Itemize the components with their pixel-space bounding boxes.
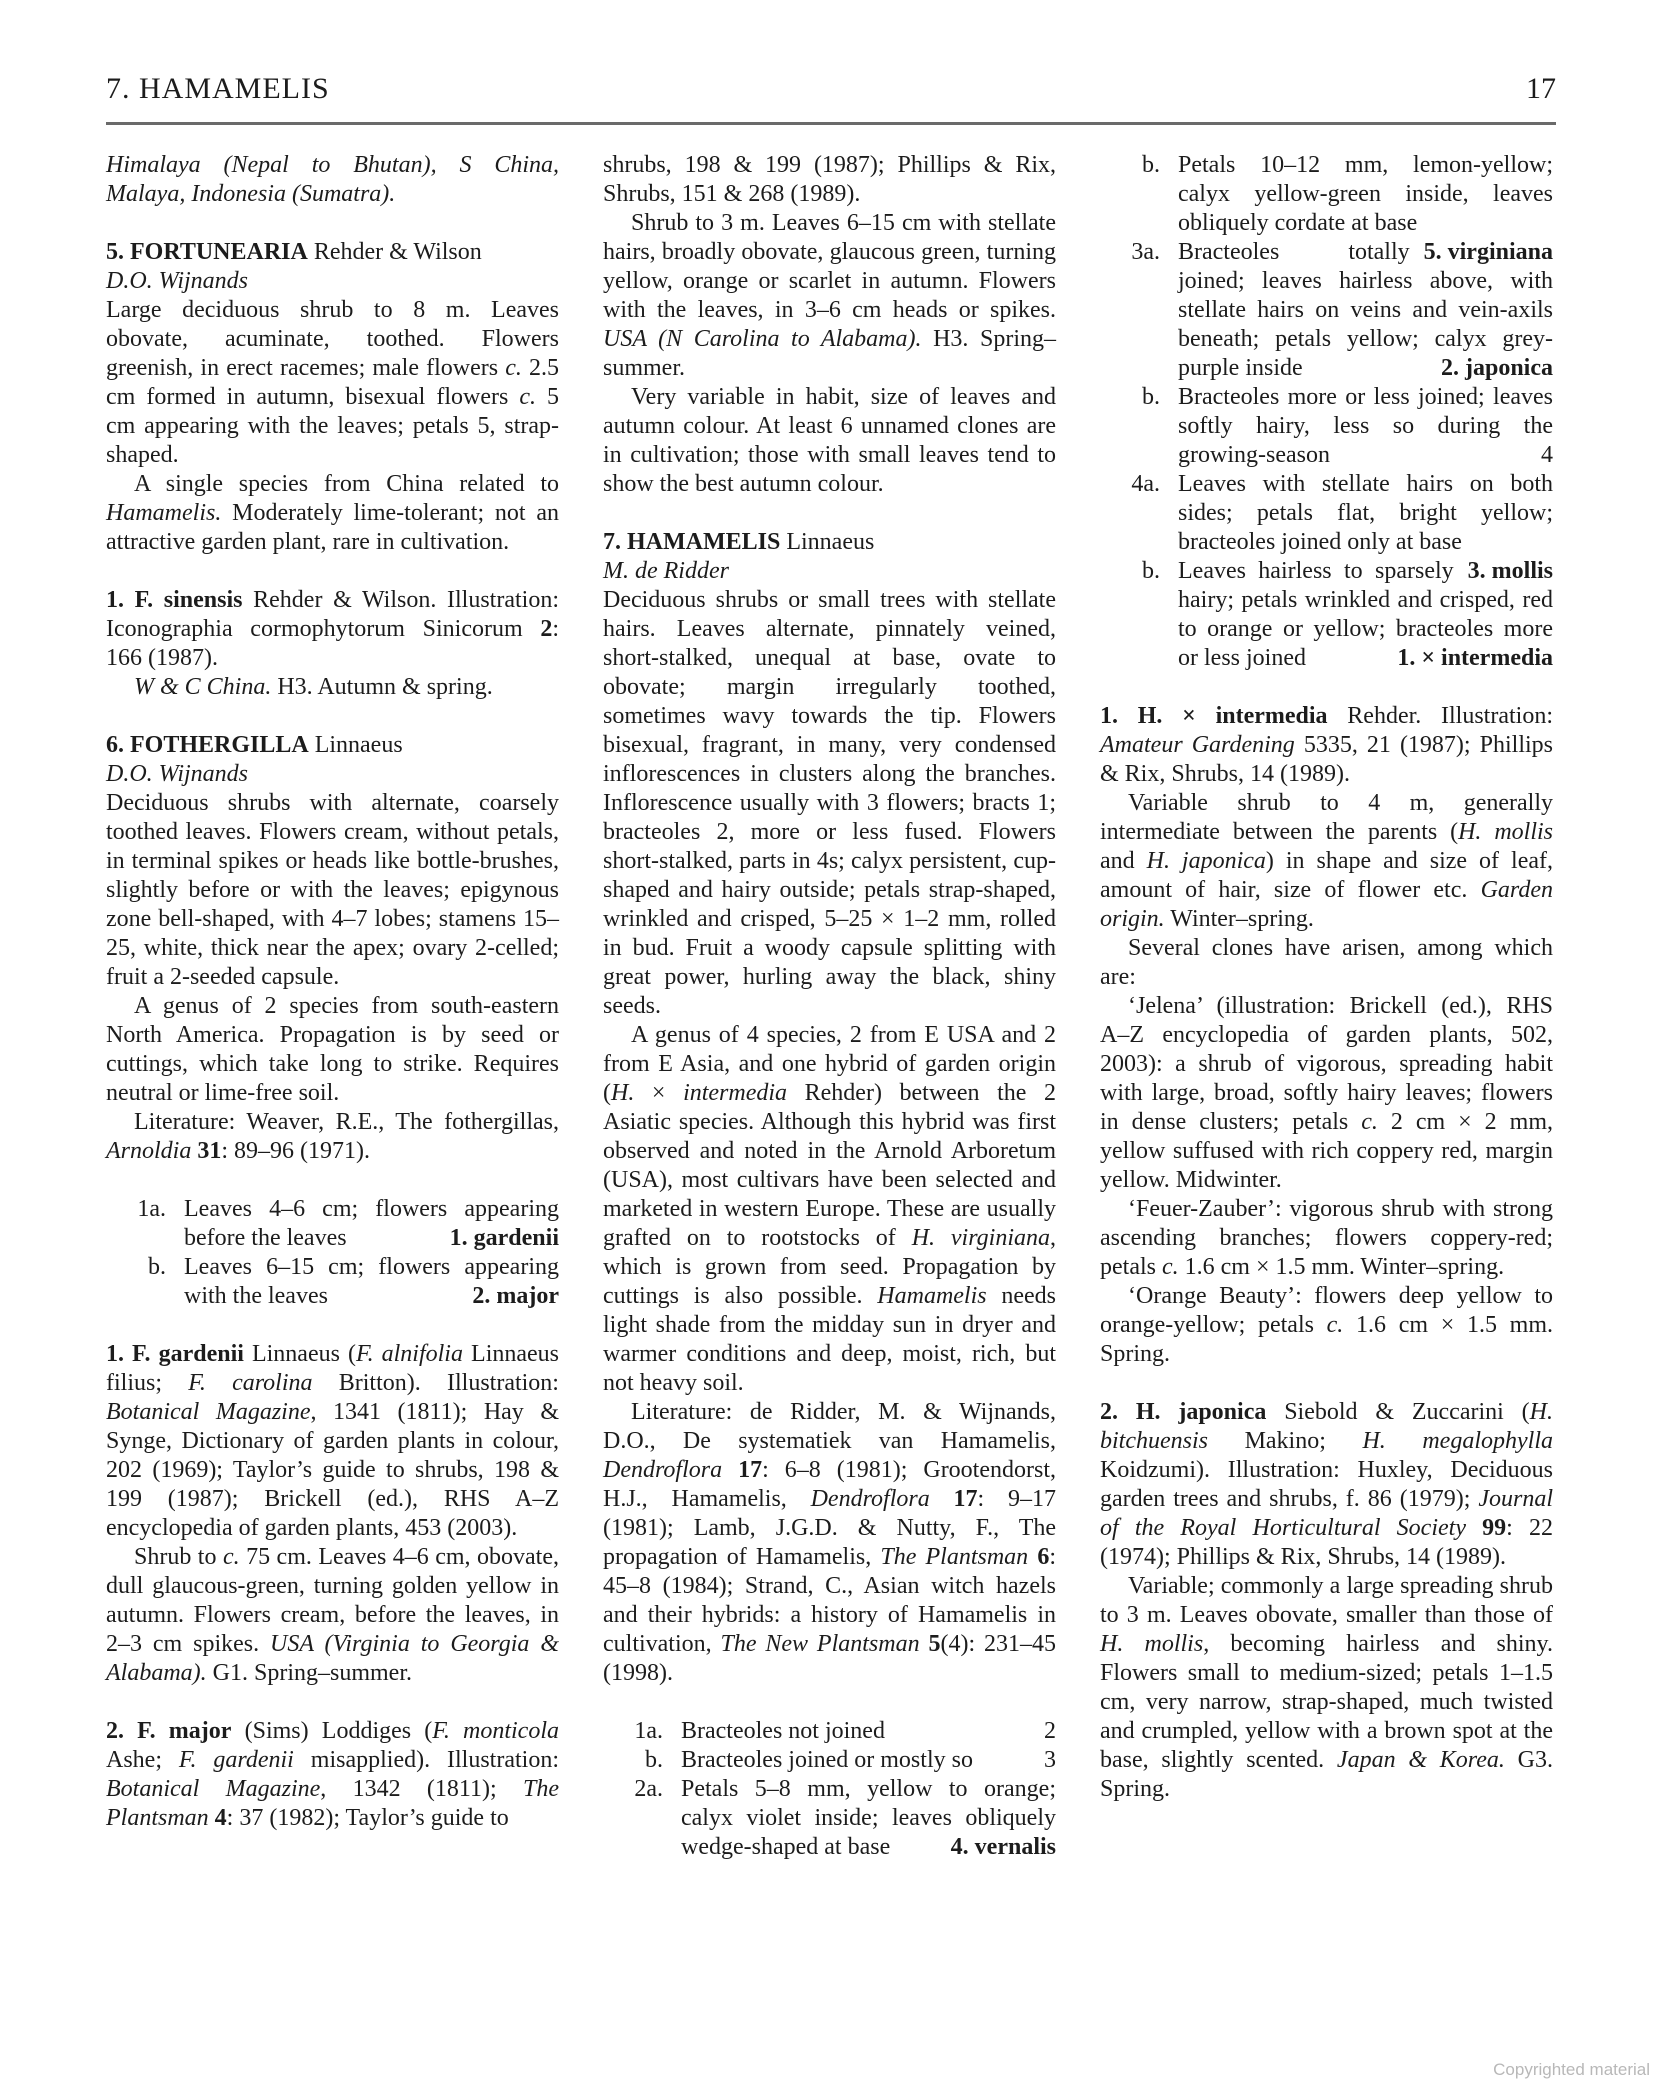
text-run: The Plantsman	[880, 1544, 1038, 1570]
text-run: , 1341 (1811); Hay & Synge, Dictionary of garden plants in colour, 202 (1969); Taylor’s guide to shrubs, 198 & 199 (1987); Brickell (ed.), RHS A–Z encyclopedia of garden plants, 453 (2003).	[106, 1399, 560, 1541]
text-run: 5	[928, 1631, 941, 1657]
key-result: 1. × intermedia	[1397, 645, 1553, 671]
text-run: , which is grown from seed. Propagation by cuttings is also possible.	[603, 1225, 1057, 1309]
paragraph	[106, 267, 559, 296]
key-label: 3a.	[1131, 239, 1160, 265]
text-run: 6	[1037, 1544, 1050, 1570]
text-run: Leaves 4–6 cm; flowers appearing before the leaves	[184, 1196, 559, 1251]
key-result: 5. virginiana	[1423, 239, 1553, 265]
text-run: Himalaya (Nepal to Bhutan), S China, Malaya, Indonesia (Sumatra).	[106, 152, 559, 207]
text-run: Leaves 6–15 cm; flowers appearing with the leaves	[184, 1254, 559, 1309]
paragraph	[1100, 1398, 1553, 1572]
text-run: Linnaeus filius;	[106, 1341, 560, 1396]
text-run: H3. Spring–summer.	[603, 326, 1056, 381]
key-result: 2	[1044, 1718, 1056, 1744]
text-run: Rehder. Illustration:	[1327, 703, 1553, 729]
paragraph	[1100, 789, 1553, 934]
text-run: 1. H. × intermedia	[1100, 703, 1328, 729]
text-run: Dendroflora	[810, 1486, 954, 1512]
text-run: Winter–spring.	[1164, 906, 1314, 932]
key-result: 1. gardenii	[449, 1225, 559, 1251]
key-item	[603, 1717, 1056, 1746]
key-item	[1100, 557, 1553, 673]
text-run: c.	[505, 355, 522, 381]
text-run: needs light shade from the midday sun in dryer and warmer conditions and deep, moist, rich, but not heavy soil.	[603, 1283, 1056, 1396]
text-run: : 45–8 (1984); Strand, C., Asian witch hazels and their hybrids: a history of Hamamelis in cultivation,	[603, 1544, 1056, 1657]
text-run: Bracteoles more or less joined; leaves softly hairy, less so during the growing-season	[1178, 384, 1553, 468]
key-result: 3. mollis	[1467, 558, 1553, 584]
text-run: : 22 (1974); Phillips & Rix, Shrubs, 14 (1989).	[1100, 1515, 1554, 1570]
text-run: Very variable in habit, size of leaves and autumn colour. At least 6 unnamed clones are in cultivation; those with small leaves tend to show the best autumn colour.	[603, 384, 1056, 497]
header-rule	[106, 122, 1556, 125]
text-run: 99	[1482, 1515, 1507, 1541]
text-run: F. alnifolia	[356, 1341, 463, 1367]
text-run: Leaves with stellate hairs on both sides; petals flat, bright yellow; bracteoles joined only at base	[1178, 471, 1553, 555]
text-run: , becoming hairless and shiny. Flowers small to medium-sized; petals 1–1.5 cm, very narrow, strap-shaped, much twisted and crumpled, yellow with a brown spot at the base, slightly scented.	[1100, 1631, 1553, 1773]
text-run: 17	[953, 1486, 978, 1512]
text-run: Shrub to	[134, 1544, 223, 1570]
text-run: Leaves hairless to sparsely hairy; petals wrinkled and crisped, red to orange or yellow; bracteoles more or less joined	[1178, 558, 1553, 671]
key-result: 2. japonica	[1440, 355, 1553, 381]
text-run: The Plantsman	[106, 1776, 560, 1831]
text-run: Rehder & Wilson	[307, 239, 482, 265]
text-run: Literature: de Ridder, M. & Wijnands, D.O., De systematiek van Hamamelis,	[603, 1399, 1056, 1454]
text-run: c.	[1161, 1254, 1179, 1280]
text-run: Koidzumi). Illustration: Huxley, Deciduous garden trees and shrubs, f. 86 (1979);	[1100, 1457, 1553, 1512]
text-run: c.	[1326, 1312, 1344, 1338]
text-run: A single species from China related to	[134, 471, 559, 497]
key-label: 1a.	[634, 1718, 663, 1744]
page-header	[106, 72, 1556, 106]
paragraph	[603, 383, 1056, 499]
text-run: Botanical Magazine	[106, 1776, 321, 1802]
paragraph	[106, 470, 559, 557]
key-label: b.	[1142, 558, 1160, 584]
text-run: Variable shrub to 4 m, generally intermediate between the parents (	[1100, 790, 1553, 845]
text-run: 2. H. japonica	[1100, 1399, 1267, 1425]
text-run: Hamamelis	[877, 1283, 987, 1309]
text-run: H. mollis	[1100, 1631, 1204, 1657]
text-run: Siebold & Zuccarini (	[1266, 1399, 1530, 1425]
paragraph	[1100, 934, 1553, 992]
text-run: : 9–17 (1981); Lamb, J.G.D. & Nutty, F., The propagation of Hamamelis,	[603, 1486, 1056, 1570]
text-run: D.O. Wijnands	[106, 268, 249, 294]
key-item	[106, 1195, 559, 1253]
column-3	[1100, 151, 1553, 1862]
text-run: H.	[611, 1080, 635, 1106]
paragraph	[1100, 1572, 1553, 1804]
text-run: 1. F. gardenii	[106, 1341, 244, 1367]
key-result: 4. vernalis	[950, 1834, 1056, 1860]
text-run: G3. Spring.	[1100, 1747, 1553, 1802]
paragraph	[1100, 1195, 1553, 1282]
key-label: b.	[148, 1254, 166, 1280]
genus-heading	[106, 238, 559, 267]
key-item	[1100, 383, 1553, 470]
key-result: 4	[1541, 442, 1553, 468]
text-run: H. bitchuensis	[1100, 1399, 1553, 1454]
paragraph	[1100, 1282, 1553, 1369]
text-run: Variable; commonly a large spreading shrub to 3 m. Leaves obovate, smaller than those of	[1100, 1573, 1553, 1628]
text-run: : 89–96 (1971).	[221, 1138, 370, 1164]
text-run: Deciduous shrubs with alternate, coarsely toothed leaves. Flowers cream, without petals, in terminal spikes or heads like bottle-brushes, slightly before or with the leaves; epigynous zone bell-shaped, with 4–7 lobes; stamens 15–25, white, thick near the apex; ovary 2-celled; fruit a 2-seeded capsule.	[106, 790, 559, 990]
paragraph	[1100, 702, 1553, 789]
text-run: 1. F. sinensis	[106, 587, 243, 613]
text-run: c.	[1361, 1109, 1378, 1135]
text-run: ×	[634, 1080, 684, 1106]
genus-heading	[603, 528, 1056, 557]
text-run: Dendroflora	[603, 1457, 739, 1483]
paragraph	[603, 1021, 1056, 1398]
key-item	[603, 1746, 1056, 1775]
column-1	[106, 151, 559, 1862]
text-run: 1.6 cm × 1.5 mm. Spring.	[1100, 1312, 1553, 1367]
paragraph	[106, 1340, 559, 1543]
genus-heading	[106, 731, 559, 760]
text-run: : 166 (1987).	[106, 616, 559, 671]
text-run: (4): 231–45 (1998).	[603, 1631, 1056, 1686]
paragraph	[106, 151, 559, 209]
text-run: 5. FORTUNEARIA	[106, 239, 308, 265]
text-run: : 37 (1982); Taylor’s guide to	[226, 1805, 509, 1831]
text-run: 2.5 cm formed in autumn, bisexual flowers	[106, 355, 560, 410]
text-run: A genus of 2 species from south-eastern North America. Propagation is by seed or cuttings, which take long to strike. Requires neutral or lime-free soil.	[106, 993, 559, 1106]
text-run: F. carolina	[188, 1370, 313, 1396]
paragraph	[106, 789, 559, 992]
paragraph	[106, 760, 559, 789]
text-run: Linnaeus	[308, 732, 403, 758]
text-run: Journal of the Royal Horticultural Society	[1100, 1486, 1553, 1541]
text-run: c.	[222, 1544, 240, 1570]
text-run: 17	[738, 1457, 763, 1483]
text-run: 31	[197, 1138, 222, 1164]
text-run: Amateur Gardening	[1100, 732, 1295, 758]
text-run: Arnoldia	[106, 1138, 198, 1164]
text-run: Japan & Korea.	[1336, 1747, 1505, 1773]
text-run: The New Plantsman	[720, 1631, 929, 1657]
text-run: H. japonica	[1146, 848, 1266, 874]
text-run: ‘Orange Beauty’: flowers deep yellow to orange-yellow; petals	[1100, 1283, 1553, 1338]
text-run: 4	[214, 1805, 227, 1831]
text-run: Ashe;	[106, 1747, 179, 1773]
text-columns	[106, 151, 1556, 1862]
text-run: W & C China.	[134, 674, 272, 700]
text-run: G1. Spring–summer.	[206, 1660, 412, 1686]
text-run: M. de Ridder	[603, 558, 729, 584]
text-run: (Sims) Loddiges (	[231, 1718, 433, 1744]
text-run: misapplied). Illustration:	[293, 1747, 559, 1773]
text-run: Petals 10–12 mm, lemon-yellow; calyx yellow-green inside, leaves obliquely cordate at base	[1178, 152, 1553, 236]
text-run: , 1342 (1811);	[320, 1776, 524, 1802]
text-run: A genus of 4 species, 2 from E USA and 2 from E Asia, and one hybrid of garden origin (	[603, 1022, 1056, 1106]
text-run: USA (N Carolina to Alabama).	[603, 326, 922, 352]
text-run: shrubs, 198 & 199 (1987); Phillips & Rix, Shrubs, 151 & 268 (1989).	[603, 152, 1056, 207]
text-run: Botanical Magazine	[106, 1399, 311, 1425]
text-run: ) in shape and size of leaf, amount of hair, size of flower etc.	[1100, 848, 1553, 903]
key-label: 2a.	[634, 1776, 663, 1802]
paragraph	[603, 1398, 1056, 1688]
key-item	[1100, 470, 1553, 584]
text-run: 2. F. major	[106, 1718, 232, 1744]
paragraph	[603, 151, 1056, 209]
column-2	[603, 151, 1056, 1862]
text-run: 5335, 21 (1987); Phillips & Rix, Shrubs, 14 (1989).	[1100, 732, 1553, 787]
text-run: 7. HAMAMELIS	[603, 529, 781, 555]
running-title: 7. HAMAMELIS	[106, 72, 330, 105]
text-run: 6. FOTHERGILLA	[106, 732, 309, 758]
text-run: ‘Jelena’ (illustration: Brickell (ed.), RHS A–Z encyclopedia of garden plants, 502, 2003): a shrub of vigorous, spreading habit with large, broad, softly hairy leaves; flowers in dense clusters; petals	[1100, 993, 1553, 1135]
key-label: b.	[1142, 152, 1160, 178]
text-run: Britton). Illustration:	[312, 1370, 559, 1396]
paragraph	[106, 992, 559, 1108]
text-run: H. mollis	[1458, 819, 1553, 845]
text-run: Makino;	[1208, 1428, 1363, 1454]
text-run: 1.6 cm × 1.5 mm. Winter–spring.	[1178, 1254, 1505, 1280]
text-run: Linnaeus (	[243, 1341, 357, 1367]
text-run: Several clones have arisen, among which are:	[1100, 935, 1553, 990]
key-label: b.	[1142, 384, 1160, 410]
text-run: H. megalophylla	[1362, 1428, 1553, 1454]
text-run: Petals 5–8 mm, yellow to orange; calyx violet inside; leaves obliquely wedge-shaped at base	[681, 1776, 1056, 1860]
text-run: F. gardenii	[178, 1747, 294, 1773]
text-run: 2	[540, 616, 553, 642]
text-run: Moderately lime-tolerant; not an attractive garden plant, rare in cultivation.	[106, 500, 559, 555]
text-run: H. virginiana	[911, 1225, 1051, 1251]
paragraph	[106, 296, 559, 470]
key-item	[1100, 238, 1553, 383]
text-run: Shrub to 3 m. Leaves 6–15 cm with stellate hairs, broadly obovate, glaucous green, turning yellow, orange or scarlet in autumn. Flowers with the leaves, in 3–6 cm heads or spikes.	[603, 210, 1056, 323]
text-run: F. monticola	[432, 1718, 559, 1744]
text-run: intermedia	[683, 1080, 788, 1106]
paragraph	[603, 586, 1056, 1021]
paragraph	[106, 1717, 559, 1833]
paragraph	[106, 673, 559, 702]
key-result: 3	[1044, 1747, 1056, 1773]
text-run: c.	[519, 384, 536, 410]
paragraph	[603, 557, 1056, 586]
text-run: Bracteoles joined or mostly so	[681, 1747, 973, 1773]
text-run: H3. Autumn & spring.	[271, 674, 493, 700]
paragraph	[1100, 992, 1553, 1195]
copyright-watermark: Copyrighted material	[1493, 2060, 1650, 2079]
text-run: Bracteoles not joined	[681, 1718, 885, 1744]
text-run: D.O. Wijnands	[106, 761, 249, 787]
text-run: 75 cm. Leaves 4–6 cm, obovate, dull glaucous-green, turning golden yellow in autumn. Flowers cream, before the leaves, in 2–3 cm spikes.	[106, 1544, 559, 1657]
text-run: 5 cm appearing with the leaves; petals 5, strap-shaped.	[106, 384, 559, 468]
key-item	[603, 1775, 1056, 1862]
text-run: Linnaeus	[780, 529, 875, 555]
text-run: Large deciduous shrub to 8 m. Leaves obovate, acuminate, toothed. Flowers greenish, in erect racemes; male flowers	[106, 297, 559, 381]
paragraph	[603, 209, 1056, 383]
key-label: 1a.	[137, 1196, 166, 1222]
text-run: Bracteoles totally joined; leaves hairless above, with stellate hairs on veins and vein-axils beneath; petals yellow; calyx grey-purple inside	[1178, 239, 1553, 381]
key-item	[106, 1253, 559, 1311]
text-run: USA (Virginia to Georgia & Alabama).	[106, 1631, 559, 1686]
text-run: and	[1100, 848, 1147, 874]
paragraph	[106, 586, 559, 673]
text-run: Literature: Weaver, R.E., The fothergillas,	[134, 1109, 559, 1135]
text-run: ‘Feuer-Zauber’: vigorous shrub with strong ascending branches; flowers coppery-red; petals	[1100, 1196, 1553, 1280]
text-run: 2 cm × 2 mm, yellow suffused with rich coppery red, margin yellow. Midwinter.	[1100, 1109, 1553, 1193]
page-number: 17	[1526, 72, 1556, 105]
paragraph	[106, 1543, 559, 1688]
paragraph	[106, 1108, 559, 1166]
text-run: Rehder & Wilson. Illustration: Iconographia cormophytorum Sinicorum	[106, 587, 559, 642]
key-label: b.	[645, 1747, 663, 1773]
text-run: Rehder) between the 2 Asiatic species. Although this hybrid was first observed and noted in the Arnold Arboretum (USA), most cultivars have been selected and marketed in western Europe. These are usually grafted on to rootstocks of	[603, 1080, 1056, 1251]
text-run: Deciduous shrubs or small trees with stellate hairs. Leaves alternate, pinnately veined, short-stalked, unequal at base, ovate to obovate; margin irregularly toothed, sometimes wavy towards the tip. Flowers bisexual, fragrant, in many, very condensed inflorescences in clusters along the branches. Inflorescence usually with 3 flowers; bracts 1; bracteoles 2, more or less fused. Flowers short-stalked, parts in 4s; calyx persistent, cup-shaped and hairy outside; petals strap-shaped, wrinkled and crisped, 5–25 × 1–2 mm, rolled in bud. Fruit a woody capsule splitting with great power, hurling away the black, shiny seeds.	[603, 587, 1056, 1019]
key-result: 2. major	[472, 1283, 559, 1309]
text-run: Garden origin.	[1100, 877, 1553, 932]
key-label: 4a.	[1131, 471, 1160, 497]
text-run: Hamamelis.	[106, 500, 222, 526]
text-run: : 6–8 (1981); Grootendorst, H.J., Hamamelis,	[603, 1457, 1056, 1512]
